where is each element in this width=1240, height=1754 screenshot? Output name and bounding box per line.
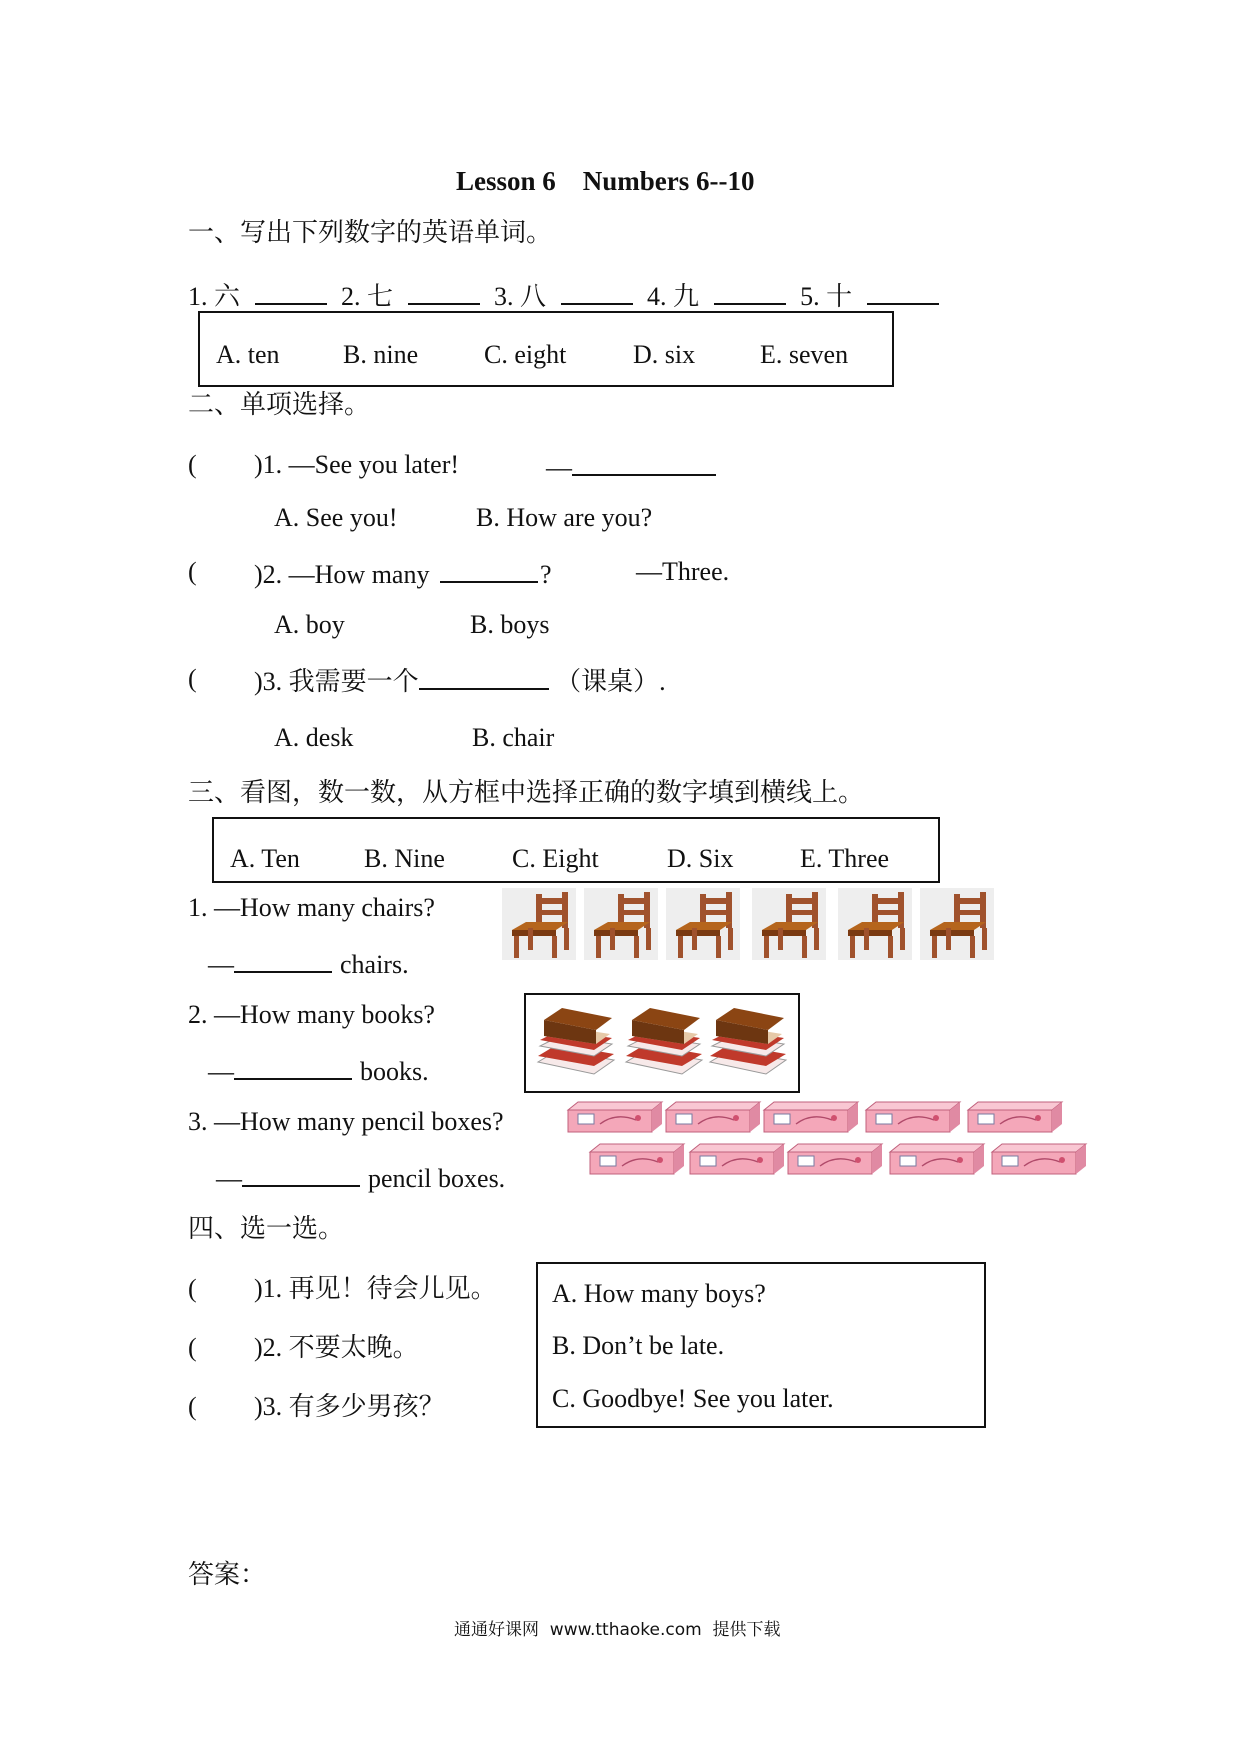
q3-text: )3. 我需要一个 [254, 667, 419, 696]
item-4: 4. 九 [647, 282, 700, 311]
q3-blank[interactable] [419, 666, 549, 690]
q1-option-a: A. See you! [274, 503, 398, 532]
answer-blank-3[interactable] [561, 281, 633, 305]
answer-blank-1[interactable] [255, 281, 327, 305]
page-title: Lesson 6 Numbers 6--10 [456, 166, 755, 196]
count-a2-suffix: books. [360, 1057, 429, 1086]
count-a1-suffix: chairs. [340, 950, 409, 979]
q2-reply: —Three. [636, 557, 730, 586]
chair-image [838, 888, 912, 960]
s3-option-e: E. Three [800, 844, 890, 873]
count-a2 [208, 1056, 429, 1085]
q3-hint: （课桌）. [555, 667, 666, 696]
s4-paren-2: ( [188, 1333, 197, 1362]
s3-option-d: D. Six [667, 844, 734, 873]
chair-image [666, 888, 740, 960]
count-a1-blank[interactable] [234, 949, 332, 973]
s1-option-c: C. eight [484, 340, 567, 369]
count-a3 [216, 1163, 505, 1192]
count-q3: 3. —How many pencil boxes? [188, 1107, 504, 1136]
pencil-box-image [566, 1100, 664, 1136]
q2-stem [254, 559, 552, 588]
pencil-box-image [588, 1142, 686, 1178]
count-a3-dash: — [216, 1164, 242, 1193]
q3-option-b: B. chair [472, 723, 555, 752]
chair-image [584, 888, 658, 960]
item-2: 2. 七 [341, 282, 394, 311]
s4-option-c: C. Goodbye! See you later. [552, 1384, 834, 1413]
s4-paren-3: ( [188, 1392, 197, 1421]
count-a1 [208, 949, 409, 978]
answer-blank-5[interactable] [867, 281, 939, 305]
q2-option-b: B. boys [470, 610, 550, 639]
q1-option-b: B. How are you? [476, 503, 653, 532]
count-a3-blank[interactable] [242, 1163, 360, 1187]
s4-paren-1: ( [188, 1274, 197, 1303]
section3-heading: 三、看图，数一数，从方框中选择正确的数字填到横线上。 [188, 778, 865, 807]
section2-heading: 二、单项选择。 [188, 390, 371, 419]
q1-blank[interactable] [572, 452, 716, 476]
q2-paren: ( [188, 557, 197, 586]
count-a2-blank[interactable] [234, 1056, 352, 1080]
pencil-box-image [888, 1142, 986, 1178]
item-3: 3. 八 [494, 282, 547, 311]
count-a3-suffix: pencil boxes. [368, 1164, 506, 1193]
book-stack-image [622, 1000, 706, 1080]
book-stack-image [706, 1000, 790, 1080]
s4-item-1: )1. 再见！待会儿见。 [254, 1274, 497, 1303]
q1-dash: — [546, 453, 572, 482]
section1-items [188, 281, 947, 310]
q3-paren: ( [188, 664, 197, 693]
q2-option-a: A. boy [274, 610, 345, 639]
pencil-box-image [664, 1100, 762, 1136]
item-1: 1. 六 [188, 282, 241, 311]
answer-blank-4[interactable] [714, 281, 786, 305]
pencil-box-image [864, 1100, 962, 1136]
pencil-box-image [688, 1142, 786, 1178]
count-a1-dash: — [208, 950, 234, 979]
count-q2: 2. —How many books? [188, 1000, 435, 1029]
pencil-box-image [786, 1142, 884, 1178]
chair-image [502, 888, 576, 960]
s3-option-c: C. Eight [512, 844, 599, 873]
s4-item-2: )2. 不要太晚。 [254, 1333, 419, 1362]
q3-stem [254, 666, 666, 695]
q3-option-a: A. desk [274, 723, 354, 752]
s3-option-b: B. Nine [364, 844, 445, 873]
q2-text: )2. —How many [254, 560, 430, 589]
q1-paren: ( [188, 450, 197, 479]
s1-option-d: D. six [633, 340, 696, 369]
chair-image [752, 888, 826, 960]
s3-option-a: A. Ten [230, 844, 300, 873]
item-5: 5. 十 [800, 282, 853, 311]
q2-mark: ? [539, 560, 552, 589]
answer-blank-2[interactable] [408, 281, 480, 305]
pencil-box-image [762, 1100, 860, 1136]
count-q1: 1. —How many chairs? [188, 893, 435, 922]
pencil-box-image [966, 1100, 1064, 1136]
chair-image [920, 888, 994, 960]
s4-option-b: B. Don’t be late. [552, 1331, 725, 1360]
section4-heading: 四、选一选。 [188, 1214, 345, 1243]
s1-option-a: A. ten [216, 340, 280, 369]
q1-stem: )1. —See you later! [254, 450, 460, 479]
book-stack-image [534, 1000, 618, 1080]
s4-option-a: A. How many boys? [552, 1279, 766, 1308]
q2-blank[interactable] [440, 559, 538, 583]
answer-label: 答案： [188, 1560, 267, 1589]
footer-credit: 通通好课网 www.tthaoke.com 提供下载 [454, 1620, 781, 1640]
s1-option-e: E. seven [760, 340, 849, 369]
count-a2-dash: — [208, 1057, 234, 1086]
q1-reply [546, 452, 716, 481]
s4-item-3: )3. 有多少男孩？ [254, 1392, 445, 1421]
section1-heading: 一、写出下列数字的英语单词。 [188, 218, 553, 247]
s1-option-b: B. nine [343, 340, 419, 369]
pencil-box-image [990, 1142, 1088, 1178]
